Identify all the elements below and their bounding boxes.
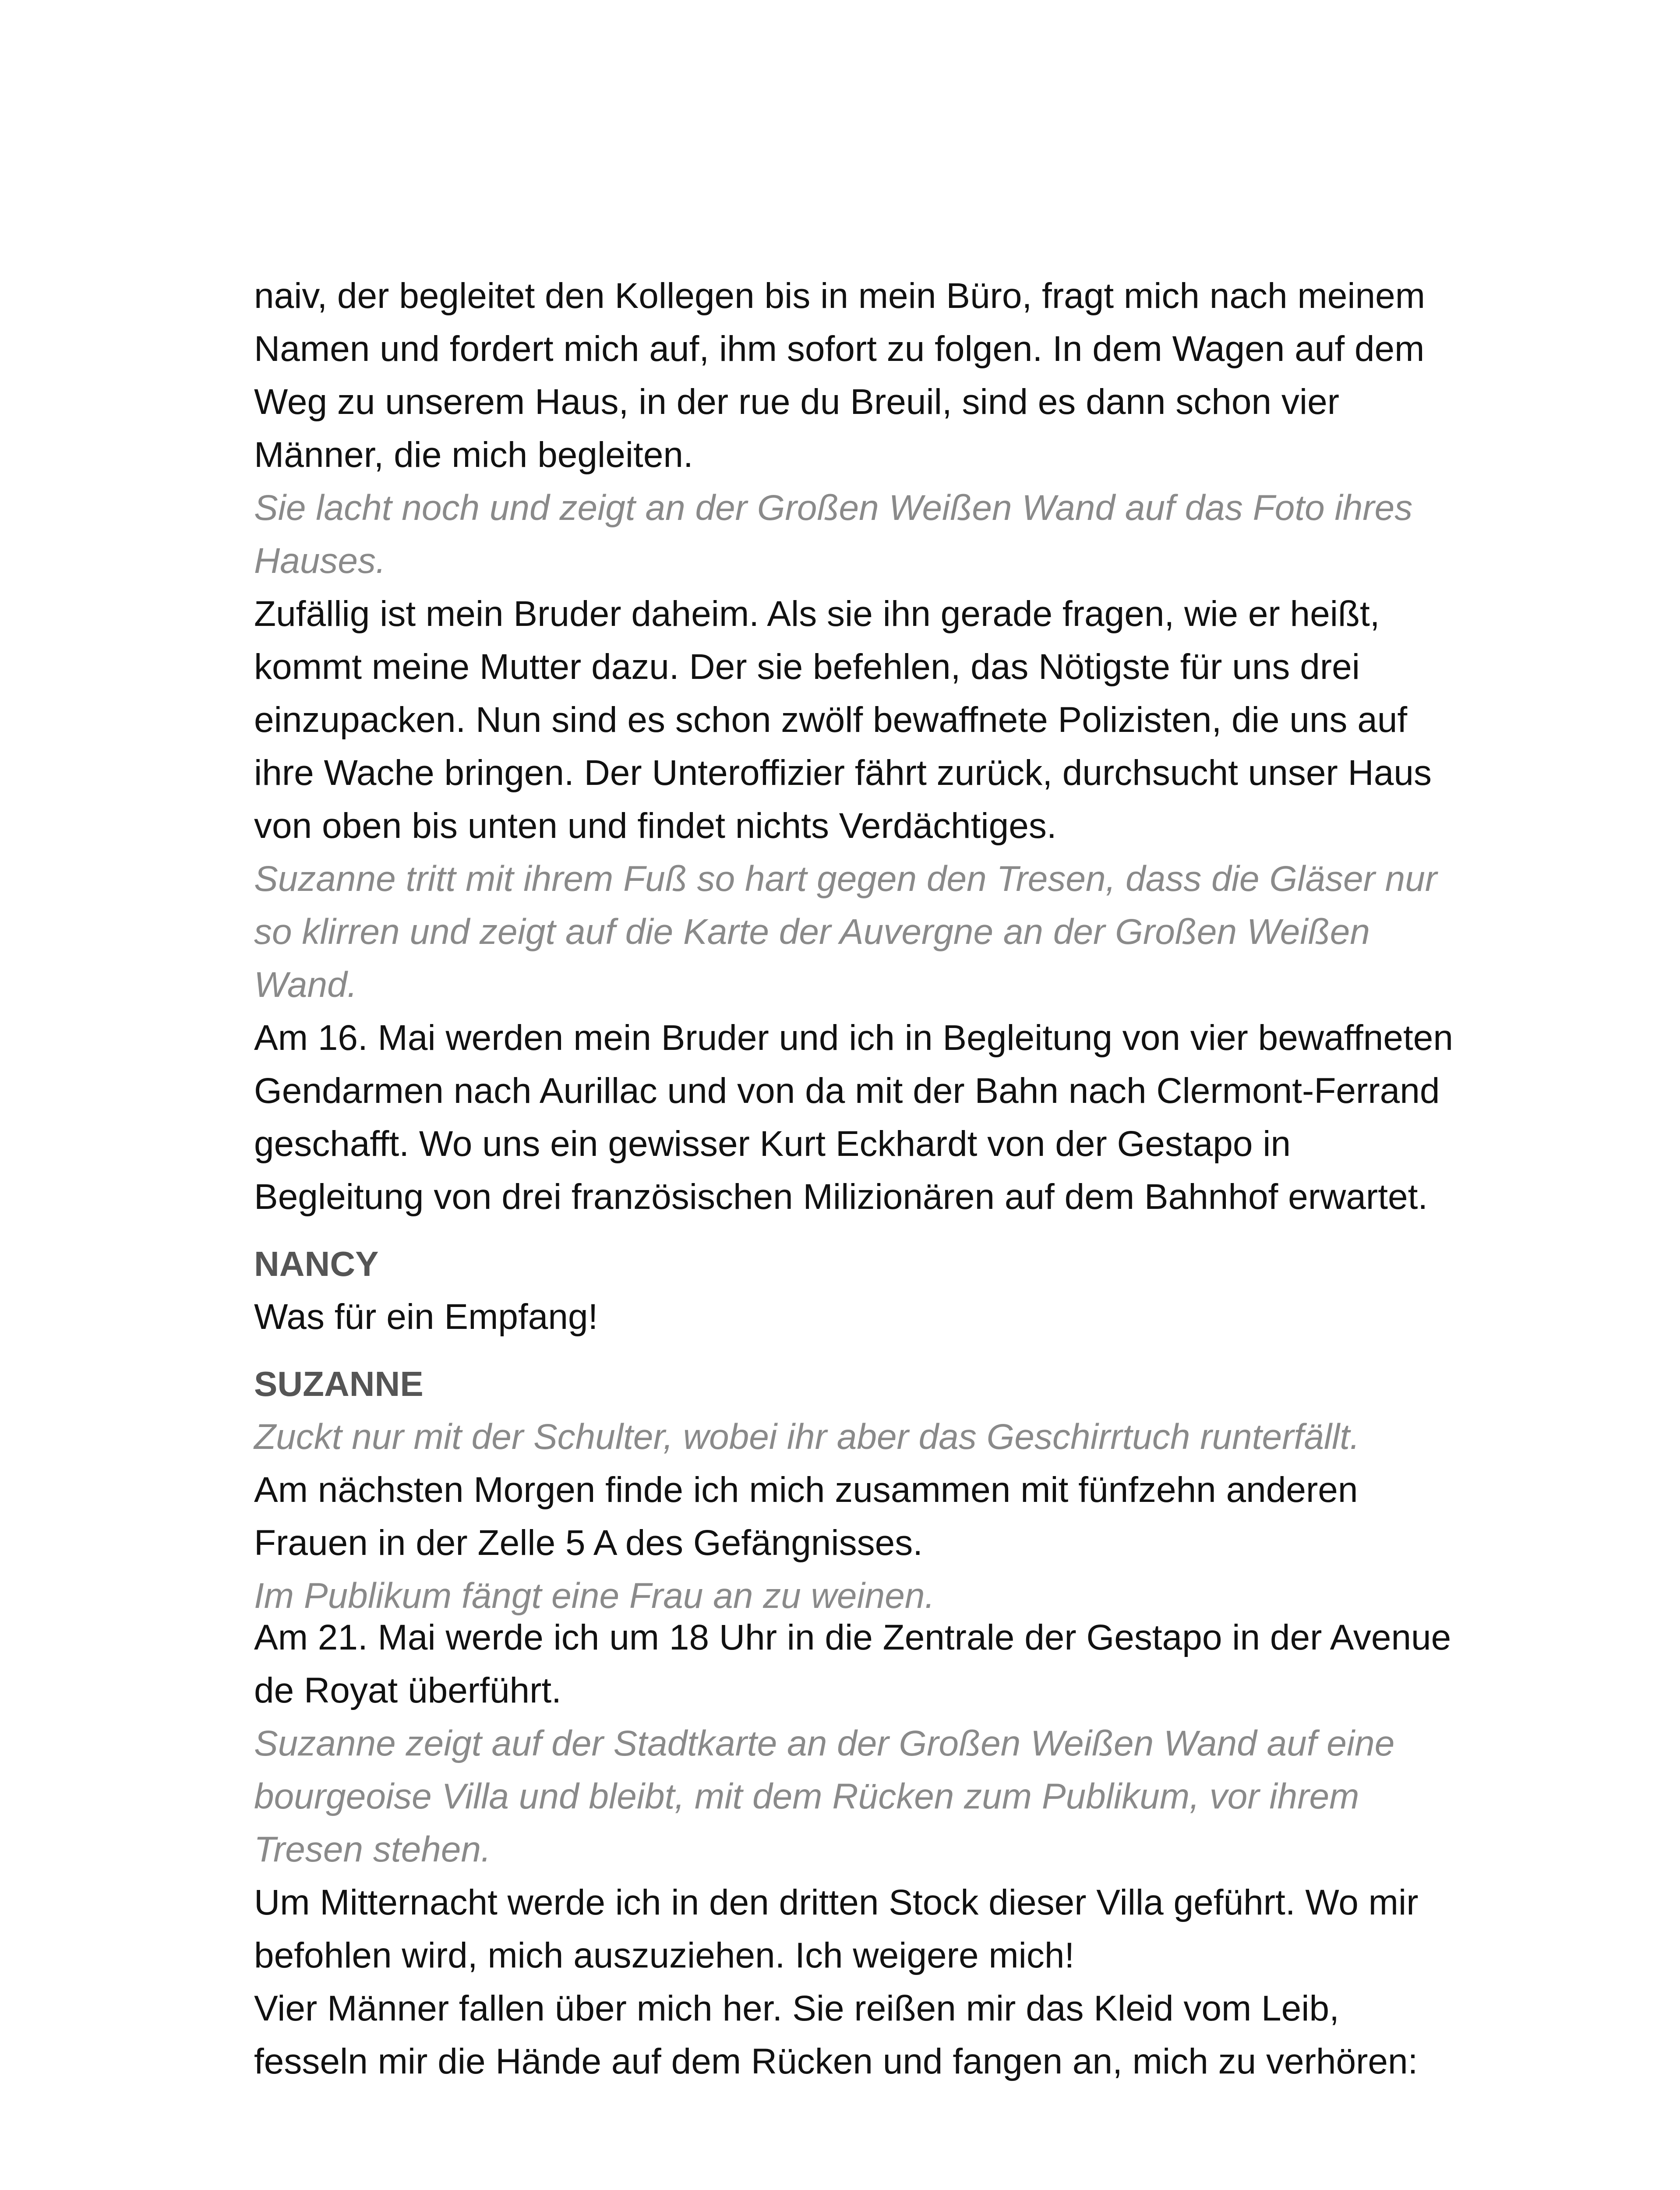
- body-paragraph: Zufällig ist mein Bruder daheim. Als sie ihn gerade fragen, wie er heißt, kommt meine Mutter dazu. Der sie befehlen, das Nötigste für uns drei einzupacken. Nun sind es schon zwölf bewaffnete Polizisten, die uns auf ihre Wache bringen. Der Unteroffizier fährt zurück, durchsucht unser Haus von oben bis unten und findet nichts Verdächtiges.: [254, 594, 1432, 846]
- stage-direction: Suzanne zeigt auf der Stadtkarte an der Großen Weißen Wand auf eine bourgeoise Villa und bleibt, mit dem Rücken zum Publikum, vor ihrem Tresen stehen.: [254, 1724, 1395, 1869]
- body-paragraph: Was für ein Empfang!: [254, 1297, 598, 1337]
- body-paragraph: Am 16. Mai werden mein Bruder und ich in Begleitung von vier bewaffneten Gendarmen nach Aurillac und von da mit der Bahn nach Clermont-Ferrand geschafft. Wo uns ein gewisser Kurt Eckhardt von der Gestapo in Begleitung von drei französischen Milizionären auf dem Bahnhof erwartet.: [254, 1018, 1453, 1217]
- body-paragraph: Vier Männer fallen über mich her. Sie reißen mir das Kleid vom Leib, fesseln mir die Hände auf dem Rücken und fangen an, mich zu verhören:: [254, 1989, 1418, 2081]
- stage-direction: Sie lacht noch und zeigt an der Großen Weißen Wand auf das Foto ihres Hauses.: [254, 488, 1413, 581]
- stage-direction: Im Publikum fängt eine Frau an zu weinen.: [254, 1576, 935, 1616]
- body-paragraph: naiv, der begleitet den Kollegen bis in mein Büro, fragt mich nach meinem Namen und fordert mich auf, ihm sofort zu folgen. In dem Wagen auf dem Weg zu unserem Haus, in der rue du Breuil, sind es dann schon vier Männer, die mich begleiten.: [254, 276, 1426, 475]
- body-paragraph: Am nächsten Morgen finde ich mich zusammen mit fünfzehn anderen Frauen in der Zelle 5 A des Gefängnisses.: [254, 1470, 1358, 1563]
- speaker-name: SUZANNE: [254, 1364, 424, 1403]
- stage-direction: Zuckt nur mit der Schulter, wobei ihr aber das Geschirrtuch runterfällt.: [254, 1417, 1360, 1457]
- page-body: [254, 269, 1463, 2088]
- speaker-name: NANCY: [254, 1244, 379, 1283]
- body-paragraph: Um Mitternacht werde ich in den dritten Stock dieser Villa geführt. Wo mir befohlen wird, mich auszuziehen. Ich weigere mich!: [254, 1883, 1419, 1975]
- body-paragraph: Am 21. Mai werde ich um 18 Uhr in die Zentrale der Gestapo in der Avenue de Royat überführt.: [254, 1618, 1451, 1710]
- stage-direction: Suzanne tritt mit ihrem Fuß so hart gegen den Tresen, dass die Gläser nur so klirren und zeigt auf die Karte der Auvergne an der Großen Weißen Wand.: [254, 859, 1437, 1005]
